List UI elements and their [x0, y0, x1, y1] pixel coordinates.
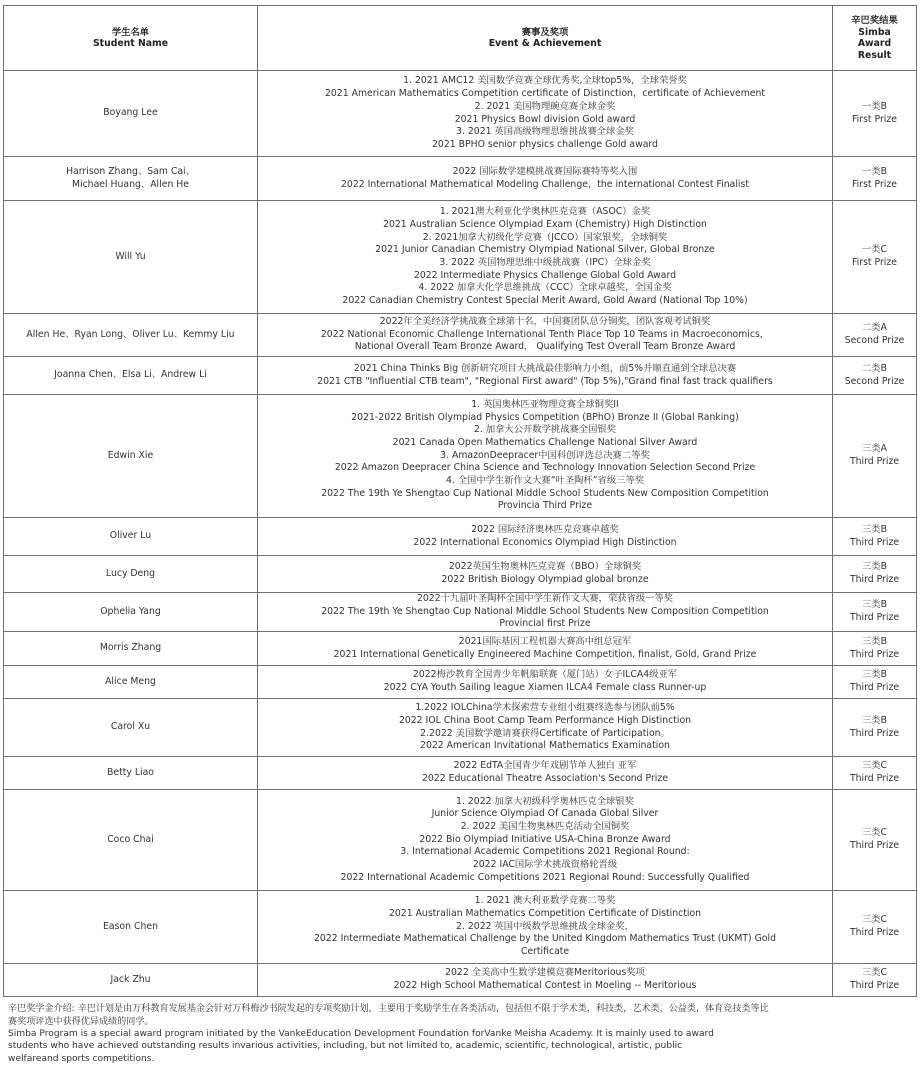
student-name: Betty Liao — [107, 766, 154, 778]
result-line: First Prize — [852, 113, 897, 125]
footnote-line: 辛巴奖学金介绍: 辛巴计划是由万科教育发展基金会针对万科梅沙书院发起的专项奖励计划，主要用于奖励学生在各类活动，包括但不限于学术类，科技类，艺术类，公益类，体育竞技类等比 — [8, 1004, 769, 1015]
event-line: 2022十九届叶圣陶杯全国中学生新作文大赛，荣获省级一等奖 — [416, 593, 674, 604]
student-name-cell — [4, 891, 258, 964]
event-line: 2022 American Invitational Mathematics Examination — [420, 740, 670, 752]
student-name: Joanna Chen、Elsa Li、Andrew Li — [54, 369, 207, 381]
result-line: First Prize — [852, 257, 897, 268]
result-cell — [833, 71, 917, 157]
table-row — [4, 632, 917, 666]
event-line: 2022 Bio Olympiad Initiative USA-China Bronze Award — [419, 833, 671, 845]
student-name: Carol Xu — [110, 721, 151, 733]
student-name-cell — [4, 593, 258, 632]
result-line: 三类C — [861, 827, 888, 839]
event-line: 2021 CTB "Influential CTB team", "Regional First award" (Top 5%),"Grand final fast track qualifiers — [317, 375, 773, 387]
event-line: 2021-2022 British Olympiad Physics Competition (BPhO) Bronze II (Global Ranking) — [351, 411, 739, 423]
header-row — [4, 6, 917, 71]
header-result-line: Result — [857, 49, 892, 61]
event-cell — [258, 593, 833, 632]
student-name: Will Yu — [115, 250, 146, 262]
footnote-line: welfareand sports competitions. — [8, 1053, 155, 1064]
student-name: Eason Chen — [103, 920, 158, 932]
student-name: Coco Chai — [107, 833, 154, 845]
event-line: 2. 2022 美国生物奥林匹克活动全国铜奖 — [460, 821, 630, 833]
scholarship-footnote — [8, 1003, 908, 1065]
event-line: 2022 Educational Theatre Association's Second Prize — [422, 773, 668, 785]
event-cell — [258, 157, 833, 201]
table-row — [4, 790, 917, 891]
student-name-cell — [4, 666, 258, 699]
student-name-header — [4, 6, 258, 71]
event-line: 2022 National Economic Challenge International Tenth Place Top 10 Teams in Macroeconomics， — [320, 328, 770, 340]
event-line: 2021 Australian Mathematics Competition Certificate of Distinction — [388, 908, 702, 920]
table-row — [4, 518, 917, 556]
header-event-en: Event & Achievement — [488, 38, 602, 49]
event-cell — [258, 518, 833, 556]
student-name: Michael Huang、Allen He — [71, 178, 190, 190]
result-line: 三类B — [862, 599, 887, 611]
result-line: Third Prize — [849, 456, 900, 467]
result-cell — [833, 518, 917, 556]
event-line: 2022 International Mathematical Modeling Challenge，the international Contest Finalist — [341, 178, 749, 190]
event-cell — [258, 71, 833, 157]
event-cell — [258, 556, 833, 593]
result-line: Third Prize — [849, 773, 900, 785]
table-row — [4, 757, 917, 790]
event-line: 3. AmazonDeepracer中国科创评选总决赛二等奖 — [440, 449, 650, 461]
table-row — [4, 593, 917, 632]
result-line: Third Prize — [849, 727, 900, 739]
event-cell — [258, 314, 833, 357]
event-line: 1. 2021澳大利亚化学奥林匹克竞赛（ASOC）金奖 — [439, 206, 651, 218]
event-cell — [258, 357, 833, 395]
result-line: Third Prize — [849, 648, 900, 660]
result-line: Second Prize — [844, 375, 905, 387]
table-row — [4, 556, 917, 593]
result-line: Third Prize — [849, 980, 900, 992]
event-line: 2. 2021 美国物理碗竞赛全球金奖 — [474, 100, 616, 112]
event-line: 3. International Academic Competitions 2021 Regional Round: — [400, 846, 690, 858]
event-line: 2022 国际数学建模挑战赛国际赛特等奖入围 — [452, 165, 638, 177]
event-cell — [258, 395, 833, 518]
event-line: 1.2022 IOLChina学术探索营专业组小组赛终选参与团队前5% — [415, 702, 675, 714]
result-cell — [833, 891, 917, 964]
student-name: Edwin Xie — [107, 449, 154, 461]
result-cell — [833, 357, 917, 395]
table-row — [4, 201, 917, 314]
student-name-cell — [4, 632, 258, 666]
result-line: 三类B — [862, 523, 887, 535]
event-line: 2022 EdTA全国青少年戏剧节单人独白 亚军 — [453, 760, 637, 772]
student-name-cell — [4, 790, 258, 891]
result-header — [833, 6, 917, 71]
event-header — [258, 6, 833, 71]
student-name-cell — [4, 964, 258, 997]
student-name-cell — [4, 71, 258, 157]
result-line: 三类B — [862, 669, 887, 681]
table-row — [4, 666, 917, 699]
event-line: 2021 Australian Science Olympiad Exam (Chemistry) High Distinction — [383, 218, 707, 230]
event-line: 2021 Junior Canadian Chemistry Olympiad National Silver, Global Bronze — [375, 244, 715, 256]
result-line: Third Prize — [849, 927, 900, 939]
event-line: 2022 Canadian Chemistry Contest Special Merit Award, Gold Award (National Top 10%) — [342, 295, 748, 307]
event-cell — [258, 666, 833, 699]
event-cell — [258, 699, 833, 757]
result-cell — [833, 395, 917, 518]
event-cell — [258, 790, 833, 891]
award-table — [3, 5, 917, 997]
header-result-line: Award — [857, 38, 892, 49]
student-name: Lucy Deng — [105, 567, 156, 579]
student-name-cell — [4, 314, 258, 357]
event-line: 2021 China Thinks Big 创新研究项目大挑战最佳影响力小组，前5%并顺直通到全球总决赛 — [353, 362, 737, 374]
result-cell — [833, 790, 917, 891]
header-result-line: Simba — [858, 26, 891, 38]
result-line: 一类C — [861, 244, 888, 256]
result-line: First Prize — [852, 178, 897, 190]
event-line: 2022英国生物奥林匹克竞赛（BBO）全球铜奖 — [448, 561, 642, 573]
event-line: 2021 Physics Bowl division Gold award — [454, 113, 636, 125]
student-name-cell — [4, 518, 258, 556]
result-line: Third Prize — [849, 682, 900, 694]
table-row — [4, 395, 917, 518]
footnote-line: students who have achieved outstanding results invarious activities, including, but not limited to, academic, scientific, technological, artistic, public — [8, 1041, 683, 1052]
result-line: Second Prize — [844, 335, 905, 346]
event-line: 2022 国际经济奥林匹克竞赛卓越奖 — [471, 523, 619, 535]
event-line: National Overall Team Bronze Award， Qualifying Test Overall Team Bronze Award — [354, 341, 736, 353]
result-line: Third Prize — [849, 536, 900, 548]
event-line: Provincia Third Prize — [497, 500, 593, 512]
event-line: 2. 加拿大公开数学挑战赛全国银奖 — [474, 424, 616, 436]
student-name: Oliver Lu — [109, 530, 152, 542]
event-cell — [258, 632, 833, 666]
result-cell — [833, 666, 917, 699]
footnote-line: 赛奖项评选中获得优异成绩的同学。 — [8, 1016, 154, 1027]
event-line: 2022 全美高中生数学建模竞赛Meritorious奖项 — [445, 967, 645, 979]
student-name: Boyang Lee — [103, 107, 158, 119]
table-row — [4, 357, 917, 395]
result-cell — [833, 632, 917, 666]
result-line: 三类C — [861, 967, 888, 979]
student-name-cell — [4, 699, 258, 757]
student-name-cell — [4, 157, 258, 201]
student-name-cell — [4, 357, 258, 395]
header-event-zh: 赛事及奖项 — [521, 26, 569, 38]
result-line: Third Prize — [849, 840, 900, 852]
student-name: Ophelia Yang — [100, 605, 161, 617]
event-line: 1. 2022 加拿大初级科学奥林匹克全球银奖 — [456, 795, 634, 807]
result-line: 二类B — [862, 362, 887, 374]
header-name-zh: 学生名单 — [111, 26, 150, 38]
result-line: 三类B — [862, 561, 887, 573]
table-row — [4, 157, 917, 201]
event-line: 3. 2021 英国高级物理思维挑战赛全球金奖 — [456, 126, 634, 138]
result-cell — [833, 964, 917, 997]
result-line: 三类C — [861, 760, 888, 772]
event-line: 2021 Canada Open Mathematics Challenge National Silver Award — [392, 436, 698, 448]
event-line: 2022 The 19th Ye Shengtao Cup National Middle School Students New Composition Competition — [321, 487, 769, 499]
event-line: 2. 2022 英国中级数学思维挑战全球金奖， — [456, 920, 634, 932]
student-name-cell — [4, 201, 258, 314]
student-name-cell — [4, 395, 258, 518]
event-line: 2022 Amazon Deepracer China Science and Technology Innovation Selection Second Prize — [334, 462, 756, 474]
event-line: 2.2022 美国数学邀请赛获得Certificate of Participation。 — [420, 727, 670, 739]
result-line: 一类B — [862, 165, 887, 177]
header-name-en: Student Name — [92, 38, 169, 49]
result-line: 一类B — [862, 100, 887, 112]
event-cell — [258, 891, 833, 964]
student-name: Alice Meng — [105, 675, 156, 687]
event-line: 2022 Intermediate Mathematical Challenge by the United Kingdom Mathematics Trust (UKMT) Gold — [314, 933, 776, 945]
student-name: Harrison Zhang、Sam Cai、 — [66, 165, 195, 177]
event-line: 2022 The 19th Ye Shengtao Cup National Middle School Students New Composition Competition — [321, 605, 769, 617]
event-line: 2022 Intermediate Physics Challenge Global Gold Award — [413, 269, 677, 281]
event-line: 2022年全美经济学挑战赛全球第十名，中国赛团队总分铜奖，团队客观考试铜奖 — [379, 315, 711, 327]
student-name: Jack Zhu — [110, 973, 151, 985]
event-line: 2022 CYA Youth Sailing league Xiamen ILCA4 Female class Runner-up — [383, 682, 707, 694]
result-line: 二类A — [862, 322, 887, 334]
event-line: 3. 2022 英国物理思维中级挑战赛（IPC）全球金奖 — [439, 257, 651, 268]
event-line: Certificate — [520, 946, 570, 958]
event-line: 2021国际基因工程机器大赛高中组总冠军 — [458, 635, 632, 647]
student-name-cell — [4, 757, 258, 790]
result-line: Third Prize — [849, 574, 900, 585]
event-line: 2021 American Mathematics Competition certificate of Distinction，certificate of Achievement — [324, 88, 766, 100]
event-line: 2021 BPHO senior physics challenge Gold award — [432, 138, 658, 150]
table-row — [4, 71, 917, 157]
result-cell — [833, 201, 917, 314]
event-line: 2022 IOL China Boot Camp Team Performance High Distinction — [398, 714, 692, 726]
event-line: Provincial first Prize — [499, 618, 591, 630]
result-cell — [833, 314, 917, 357]
footnote-line: Simba Program is a special award program initiated by the VankeEducation Development Foundation forVanke Meisha Academy. It is mainly used to award — [8, 1028, 714, 1039]
table-row — [4, 699, 917, 757]
event-line: 2022 International Economics Olympiad High Distinction — [413, 536, 677, 548]
event-line: Junior Science Olympiad Of Canada Global Silver — [431, 808, 659, 820]
result-cell — [833, 556, 917, 593]
result-cell — [833, 593, 917, 632]
event-line: 4. 2022 加拿大化学思维挑战（CCC）全球卓越奖，全国金奖 — [418, 282, 672, 294]
event-cell — [258, 757, 833, 790]
student-name: Allen He、Ryan Long、Oliver Lu、Kemmy Liu — [26, 328, 235, 340]
result-cell — [833, 157, 917, 201]
event-line: 2022 High School Mathematical Contest in Moeling -- Meritorious — [393, 980, 697, 992]
event-line: 1. 英国奥林匹亚物理竞赛全球铜奖II — [471, 398, 619, 410]
event-line: 2021 International Genetically Engineered Machine Competition, finalist, Gold, Grand Prize — [333, 648, 757, 660]
table-row — [4, 891, 917, 964]
event-line: 1. 2021 AMC12 美国数学竞赛全球优秀奖,全球top5%，全球荣誉奖 — [403, 75, 687, 87]
event-line: 2. 2021加拿大初级化学竞赛（JCCO）国家银奖，全球铜奖 — [422, 231, 668, 243]
result-line: 三类B — [862, 635, 887, 647]
student-name-cell — [4, 556, 258, 593]
event-line: 2022 International Academic Competitions 2021 Regional Round: Successfully Qualified — [340, 871, 750, 883]
event-line: 2022 British Biology Olympiad global bronze — [441, 574, 649, 585]
event-cell — [258, 964, 833, 997]
result-line: 三类A — [862, 443, 887, 455]
student-name: Morris Zhang — [99, 642, 162, 654]
header-result-line: 辛巴奖结果 — [851, 15, 898, 26]
table-row — [4, 314, 917, 357]
event-line: 4. 全国中学生新作文大赛“叶圣陶杯”省级三等奖 — [445, 475, 645, 487]
result-line: Third Prize — [849, 612, 900, 624]
table-row — [4, 964, 917, 997]
event-line: 2022梅沙教育全国青少年帆船联赛（厦门站）女子ILCA4级亚军 — [412, 669, 678, 681]
result-cell — [833, 757, 917, 790]
event-line: 2022 IAC国际学术挑战资格轮晋级 — [472, 859, 618, 871]
result-cell — [833, 699, 917, 757]
result-line: 三类B — [862, 714, 887, 726]
event-cell — [258, 201, 833, 314]
event-line: 1. 2021 澳大利亚数学竞赛二等奖 — [474, 895, 616, 907]
award-rows — [4, 71, 917, 997]
result-line: 三类C — [861, 914, 888, 926]
